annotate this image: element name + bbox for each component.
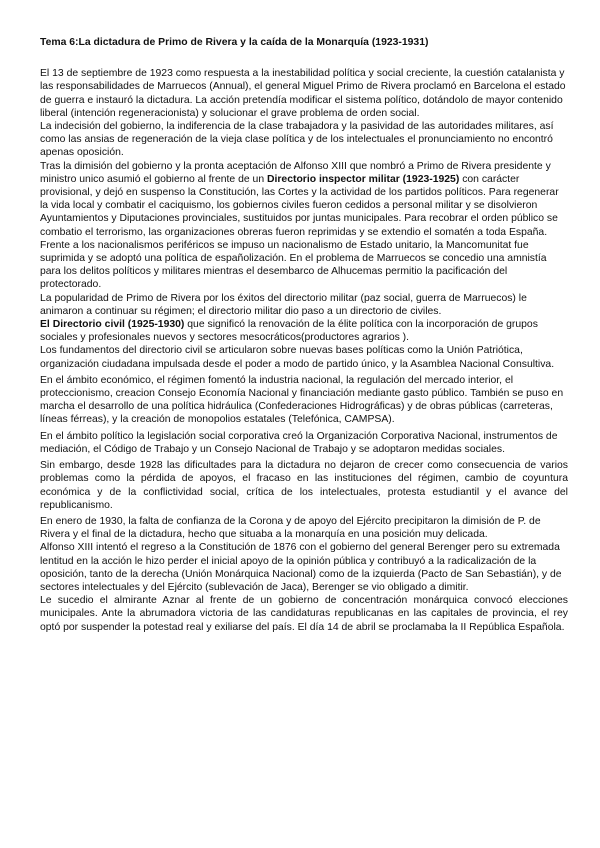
paragraph-7: En el ámbito económico, el régimen fomentó la industria nacional, la regulación del mercado interior, el proteccionismo, creacion Consejo Economía Nacional y financiación mediante gasto público. También se puso en marcha el desarrollo de una política hidráulica (Confederaciones Hidrográficas) y de obras públicas (carreteras, líneas férreas), y la creación de monopolios estatales (Telefónica, CAMPSA). <box>40 374 564 426</box>
paragraph-3-text-start: Tras la dimisión del gobierno y la pronta aceptación de Alfonso XIII que nombró a Primo de Rivera presidente y ministro unico asumió el gobierno al frente de un <box>40 160 551 185</box>
paragraph-12: Le sucedio el almirante Aznar al frente de un gobierno de concentración monárquica convocó elecciones municipales. Ante la abrumadora victoria de las candidaturas republicanas en las capitales de provincia, el rey optó por suspender la potestad real y exiliarse del país. El día 14 de abril se proclamaba la II República Española. <box>40 595 568 633</box>
document-page <box>40 36 568 634</box>
paragraph-8: En el ámbito político la legislación social corporativa creó la Organización Corporativa Nacional, instrumentos de mediación, el Código de Trabajo y un Consejo Nacional de Trabajo y se adoptaron medidas sociales. <box>40 430 558 455</box>
paragraph-1: El 13 de septiembre de 1923 como respuesta a la inestabilidad política y social creciente, la cuestión catalanista y las responsabilidades de Marruecos (Annual), el general Miguel Primo de Rivera proclamó en Barcelona el estado de guerra e instauró la dictadura. La acción pretendía modificar el sistema político, dotándolo de mayor contenido liberal (intención regeneracionista) y solucionar el grave problema de orden social. <box>40 68 566 119</box>
paragraph-2: La indecisión del gobierno, la indiferencia de la clase trabajadora y la pasividad de las autoridades militares, así como las ansias de regeneración de la vieja clase política y de los intelectuales el pronunciamiento no encontró apenas oposición. <box>40 121 554 159</box>
paragraph-4: La popularidad de Primo de Rivera por los éxitos del directorio militar (paz social, guerra de Marruecos) le animaron a continuar su régimen; el directorio militar dio paso a un directorio de civiles. <box>40 292 527 317</box>
directorio-militar-heading: Directorio inspector militar (1923-1925) <box>267 173 460 185</box>
paragraph-3 <box>40 160 568 292</box>
paragraph-5-text: que significó la renovación de la élite política con la incorporación de grupos sociales y profesionales nuevos y sectores mesocráticos(productores agrarios ). <box>40 319 538 344</box>
document-title: Tema 6:La dictadura de Primo de Rivera y la caída de la Monarquía (1923-1931) <box>40 37 429 48</box>
paragraph-9: Sin embargo, desde 1928 las dificultades para la dictadura no dejaron de crecer como consecuencia de varios problemas como la pérdida de apoyos, el fracaso en las instituciones del régimen, cambio de coyuntura económica y de la conflictividad social, crítica de los intelectuales, protesta estudiantil y el avance del republicanismo. <box>40 460 568 511</box>
paragraph-3-text-end: con carácter provisional, y dejó en suspenso la Constitución, las Cortes y la actividad de los partidos políticos. Para regenerar la vida local y combatir el caciquismo, los gobiernos civiles fueron cedidos a personal militar y se disolvieron Ayuntamientos y Diputaciones provinciales, sustituidos por juntas municipales. Para recobrar el orden público se combatio el terrorismo, las organizaciones obreras fueron reprimidas y se extendio el somatén a toda España. Frente a los nacionalismos periféricos se impuso un nacionalismo de Estado unitario, la Mancomunitat fue suprimida y se adoptó una política de españolización. En el problema de Marruecos se concedio una amnistía para los delitos políticos y militares mientras el desembarco de Alhucemas permitio la pacificación del protectorado. <box>40 173 559 291</box>
paragraph-6: Los fundamentos del directorio civil se articularon sobre nuevas bases políticas como la Unión Patriótica, organización ciudadana impulsada desde el poder a modo de partido único, y la Asamblea Nacional Consultiva. <box>40 345 555 370</box>
paragraph-10: En enero de 1930, la falta de confianza de la Corona y de apoyo del Ejército precipitaron la dimisión de P. de Rivera y el final de la dictadura, hecho que situaba a la monarquía en una posición muy delicada. <box>40 515 541 541</box>
paragraph-5 <box>40 318 568 344</box>
directorio-civil-heading: El Directorio civil (1925-1930) <box>40 319 185 331</box>
paragraph-11: Alfonso XIII intentó el regreso a la Constitución de 1876 con el gobierno del general Berenger pero su extremada lentitud en la acción le hizo perder el inicial apoyo de la opinión pública y contribuyó a la radicalización de la oposición, tanto de la derecha (Unión Monárquica Nacional) como de la izquierda (Pacto de San Sebastián), y de sectores intelectuales y del Ejército (sublevación de Jaca), Berenger se vio obligado a dimitir. <box>40 542 562 593</box>
